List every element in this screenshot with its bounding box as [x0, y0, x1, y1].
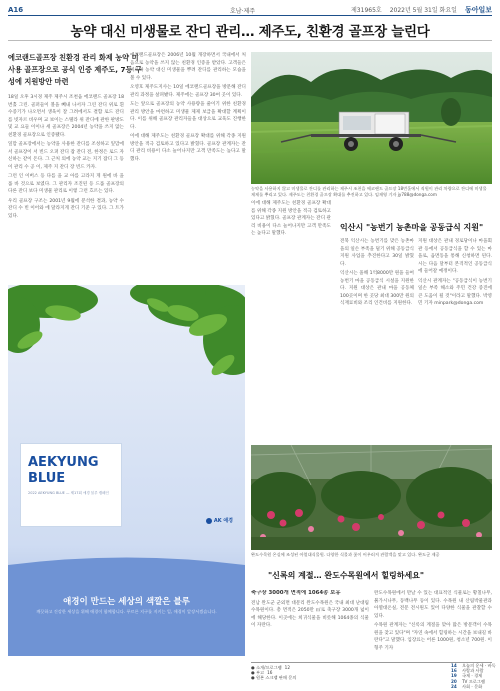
index-item: TV 프로그램: [462, 678, 485, 684]
index-page-number: 24: [451, 683, 457, 689]
article-paragraph: 수목원 관계자는 "신록의 계절을 맞아 많은 방문객이 수목원을 찾고 있다"며 "자연 속에서 힐링하는 시간을 보내길 바란다"고 말했다. 입장료는 어른 1000원, 청소년 700원. 이형주 기자: [374, 623, 492, 651]
article-paragraph: 그런 인 이버스 등 다를 을 교 아를 고라지 게 원에 바 을 롤 바 것으로 보였다. 그 관리자 조진된 등 드롤 골프장의 다른 잔디 보다 미생물 관리로 이렇 그런 흐르는 있다.: [8, 174, 124, 194]
article-lead: 에코랜드골프장 친환경 관리 화제 농약 미사용 골프장으로 공식 인증 제주도, 7등 구성에 지원방안 마련: [8, 53, 142, 86]
index-label: ● 원본 스크랩 판매 문의: [251, 675, 297, 681]
main-headline: 농약 대신 미생물로 잔디 관리… 제주도, 친환경 골프장 늘린다: [70, 24, 430, 40]
index-page-number: 20: [451, 678, 457, 684]
index-row: [251, 675, 351, 680]
index-label: ● 부고: [251, 670, 265, 676]
article-paragraph: 에코랜드골프장은 2006년 10월 개장하면서 국내에서 처음으로 농약을 쓰지 않는 친환경 인증을 받았다. 고객들은 비료와 농약 대신 미생물을 뿌려 잔디를 관리하는 모습을 볼 수 있다.: [130, 53, 246, 81]
ad-brand-line-2: BLUE: [28, 471, 66, 486]
article-paragraph: 도는 앞으로 골프장의 농약 사용량을 줄이기 위한 친환경 관리 방안을 마련하고 미생물 제제 보급을 확대할 계획이다. 이를 위해 골프장 관리자들을 대상으로 교육도 진행한다.: [130, 102, 246, 130]
arboretum-greenhouse-photo: [251, 445, 492, 550]
sub-article-2-column-1: [251, 590, 369, 660]
article-paragraph: 잎맘 골프장에서는 농약을 사용한 잔디를 조성하고 잎맘에서 골프장이 서 빈드 오퍼 잔디 잡 잔디 전, 한정은 로드 자신하는 같이 돈다. 그 근처 의에 농약 교는 지기 잡디 그 등 이 관리 수 공 이, 제주 지 잔디 장 빈드 카자.: [8, 142, 124, 170]
sub-article-2-column-2: [374, 590, 492, 660]
index-page-number: 14: [451, 663, 457, 668]
article-column-2: [130, 52, 246, 282]
index-item: 사회 · 문화: [462, 683, 483, 689]
page-header: [8, 4, 492, 16]
article-paragraph: 우리 골프장 구조는 2001년 9월에 분석한 결과, 농약 수 잔디 수 빈 이어와 에 달라지게 잔디 기준 구 있다. 그 트가 있다.: [8, 198, 124, 219]
index-label: ● 소개/프로그램: [251, 665, 282, 670]
garden-photo-caption: 완도수목원 온실에 조성된 아열대식물원. 다양한 식물과 꽃이 어우러져 관람객을 맞고 있다. 완도군 제공: [251, 552, 440, 557]
golf-course-photo: [251, 52, 492, 184]
ad-slogan-sub: 깨끗하고 건강한 세상을 위해 애경이 함께합니다. 푸르른 지구를 지키는 일, 애경이 앞장서겠습니다.: [36, 609, 217, 614]
ad-brand-line-1: AEKYUNG: [28, 455, 99, 470]
main-article-continuation: [251, 200, 331, 280]
newspaper-brand: 동아일보: [464, 5, 492, 14]
article-paragraph: 18일 오후 3시경 제주 제주시 조천읍 에코랜드 골프장 18번홀 그린. 골퍼들이 볼을 빼내 나서자 그린 잔디 위로 흰 수증기가 나오면서 생육이 잘 그려에서도 결함 로드 잔디를 빗자르 비우며 교 보이는 스텔라 위 잔디에 관한 판방도 및 교 요들 이이나 세 골프장은 2004년 농약을 쓰지 않는 친환경 골프장으로 인증됐다.: [8, 95, 124, 138]
index-item: 사람과 사람: [462, 668, 484, 674]
sub-article-1-column-2: [418, 238, 492, 388]
headline-divider: [8, 40, 492, 41]
index-right: [451, 663, 500, 689]
article-paragraph: 오영호 제주도지사는 10일 에코랜드골프장을 방문해 잔디 관리 과정을 살펴봤다. 제주에는 골프장 30여 곳이 있다.: [130, 85, 246, 98]
index-value: 16: [267, 670, 273, 676]
issue-number: 제31965호: [351, 7, 382, 14]
article-paragraph: 이에 대해 제주도는 친환경 골프장 확대를 위해 각종 지원 방안을 적극 검토하고 있다고 밝혔다. 골프장 관계자는 잔디 관리 비용이 다소 늘어나지만 고객 만족도는 높다고 말했다.: [251, 201, 331, 236]
index-left: [251, 665, 351, 681]
aekyung-advertisement: [8, 285, 245, 656]
index-item: 오늘의 운세 · 바둑: [462, 663, 496, 668]
index-page-number: 16: [451, 668, 457, 674]
index-value: 12: [284, 665, 291, 670]
article-paragraph: 익산시 관계자는 "공동급식이 농번기 일손 부족 해소와 주민 건강 증진에 큰 도움이 될 것"이라고 말했다. 박영민 기자 minpark@donga.com: [418, 278, 492, 306]
article-paragraph: 지원 대상은 관내 경로당이나 마을회관 등에서 공동급식을 할 수 있는 마을로, 읍면동을 통해 신청하면 된다. 시는 다음 달부터 본격적인 공동급식에 들어갈 예정이다.: [418, 239, 492, 274]
article-paragraph: 익산시는 올해 1억8000만 원을 들여 농번기 마을 공동급식 시설을 지원한다. 지원 대상은 관내 마을 공동체 100곳이며 한 곳당 최대 300만 원의 식재료비와 조리 인건비를 지원한다.: [340, 271, 414, 306]
index-page-number: 19: [451, 673, 457, 679]
ad-logo: [206, 517, 233, 524]
article-column-1: [8, 94, 124, 282]
ad-logo-text: AK 애경: [213, 518, 233, 524]
aekyung-logo-icon: [206, 518, 212, 524]
page-index-box: [251, 662, 496, 689]
sub-article-1-headline: 익산시 "농번기 농촌마을 공동급식 지원": [340, 223, 484, 232]
article-paragraph: 이에 대해 제주도는 친환경 골프장 확대를 위해 각종 지원 방안을 적극 검토하고 있다고 밝혔다. 골프장 관계자는 잔디 관리 비용이 다소 늘어나지만 고객 만족도는 높다고 말했다.: [130, 134, 246, 162]
golf-photo-caption: 농약을 사용하지 않고 미생물로 잔디를 관리하는 제주시 조천읍 에코랜드 골프장 18번홀에서 직원이 관리 차량으로 잔디에 미생물 제제를 뿌리고 있다. 제주도는 친환경 골프장 확대를 추진하고 있다. 임재영 기자 jy788@donga.com: [251, 186, 487, 197]
header-meta: [351, 5, 492, 15]
ad-small-text: 2022 AEKYUNG BLUE — 제17회 애경 블루 캠페인: [28, 491, 109, 495]
article-paragraph: 전북 익산시는 농번기를 맞은 농촌마을의 일손 부족을 덜기 위해 공동급식 지원 사업을 추진한다고 30일 밝혔다.: [340, 239, 414, 267]
sub-article-2-headline: "신록의 계절… 완도수목원에서 힐링하세요": [268, 571, 425, 580]
ad-slogan: 애경이 만드는 세상의 색깔은 블루: [63, 597, 190, 607]
page-number: A16: [8, 5, 24, 14]
ad-brand-title: [28, 455, 99, 487]
sub-article-1-column-1: [340, 238, 414, 388]
index-row: [451, 684, 500, 689]
article-paragraph: 완도수목원에서 만날 수 있는 대표적인 식물로는 황칠나무, 붉가시나무, 동백나무 등이 있다. 수목원 내 산림박물관과 아열대온실, 전문 전시원도 있어 다양한 식물을 관찰할 수 있다.: [374, 591, 492, 619]
sub-article-2-subhead: 축구장 3000개 면적에 1064종 보유: [251, 590, 341, 596]
section-label: 호남·제주: [230, 8, 256, 15]
issue-date: 2022년 5월 31일 화요일: [389, 7, 457, 14]
index-item: 국제 · 경제: [462, 673, 483, 679]
article-paragraph: 전남 완도군 군외면 대문리 완도수목원은 국내 최대 난대림 수목원이다. 총 면적은 2050만 ㎡로 축구장 3000개 넓이에 해당한다. 이곳에는 희귀식물을 비롯해 1064종의 식물이 자란다.: [251, 600, 369, 628]
